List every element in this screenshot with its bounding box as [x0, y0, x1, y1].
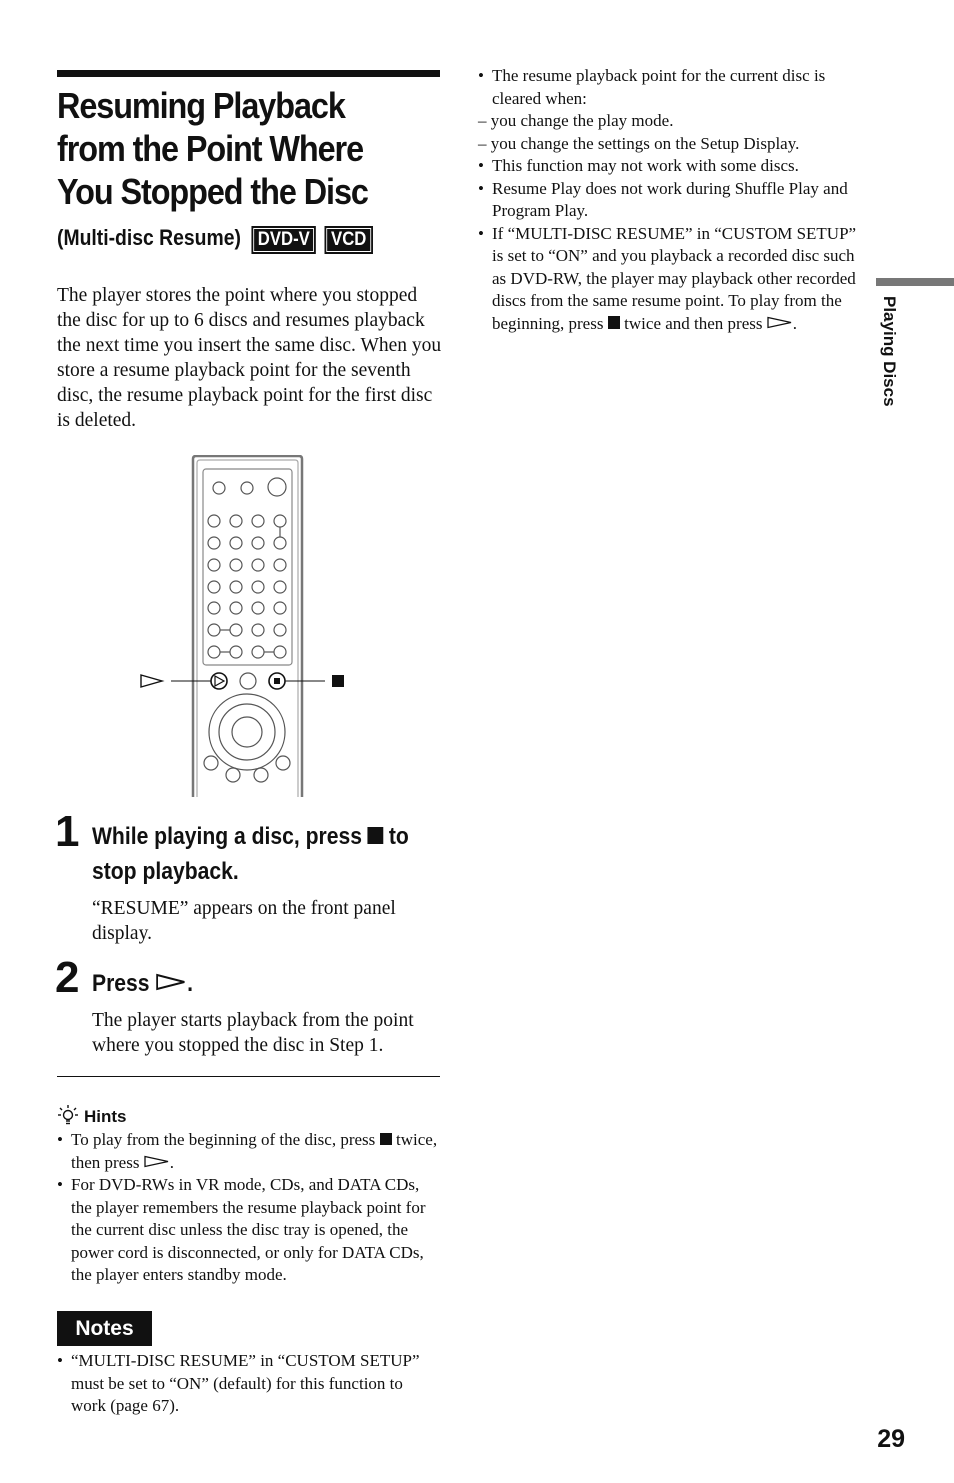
section-subtitle — [57, 224, 373, 254]
step-1-body: “RESUME” appears on the front panel display. — [92, 898, 396, 944]
play-icon — [155, 973, 187, 991]
dvd-v-badge: DVD-V — [252, 226, 316, 254]
step-2-number: 2 — [55, 953, 80, 1002]
vcd-badge: VCD — [325, 226, 373, 254]
section-label: Playing Discs — [880, 296, 899, 407]
play-icon — [767, 316, 793, 329]
page-title: Resuming Playback from the Point Where You Stopped the Disc — [57, 85, 368, 212]
step-1-heading-tail: to stop playback. — [92, 823, 409, 885]
list-item: • For DVD-RWs in VR mode, CDs, and DATA CDs, the player remembers the resume playback point for the current disc unless the disc tray is opened, the power cord is disconnected, or only for DATA CDs, the player enters standby mode. — [57, 1174, 442, 1287]
subtitle-text: (Multi-disc Resume) — [57, 225, 241, 250]
list-item: • The resume playback point for the current disc is cleared when: — [478, 65, 863, 110]
list-item: – you change the play mode. — [478, 111, 674, 130]
title-rule — [57, 70, 440, 77]
step-1-heading: While playing a disc, press to stop playback. — [92, 823, 409, 885]
stop-icon — [368, 827, 383, 844]
list-item: – you change the settings on the Setup Display. — [478, 133, 800, 153]
step-2-body: The player starts playback from the point where you stopped the disc in Step 1. — [92, 1010, 414, 1056]
list-item: • If “MULTI-DISC RESUME” in “CUSTOM SETUP” is set to “ON” and you playback a recorded disc such as DVD-RW, the player may playback other recorded discs from the same resume point. To play from the beginning, press twice and then press . — [478, 223, 863, 336]
remote-control-illustration — [135, 455, 350, 797]
step-1-number: 1 — [55, 807, 80, 856]
page-number: 29 — [877, 1425, 905, 1453]
notes-list-right — [478, 65, 863, 335]
hints-label: Hints — [84, 1107, 127, 1126]
list-item: • To play from the beginning of the disc, press twice, then press . — [57, 1129, 442, 1174]
stop-icon — [380, 1133, 392, 1145]
intro-paragraph: The player stores the point where you stopped the disc for up to 6 discs and resumes playback the next time you insert the same disc. When you store a resume playback point for the seventh disc, the resume playback point for the first disc is deleted. — [57, 285, 442, 431]
section-divider — [57, 1076, 440, 1077]
list-item: • “MULTI-DISC RESUME” in “CUSTOM SETUP” must be set to “ON” (default) for this function to work (page 67). — [57, 1350, 442, 1418]
play-icon — [144, 1155, 170, 1168]
notes-label: Notes — [57, 1311, 152, 1346]
list-item: • This function may not work with some discs. — [478, 155, 863, 178]
hint-lightbulb-icon — [57, 1104, 79, 1128]
notes-list-left — [57, 1350, 442, 1418]
section-tab-marker — [876, 278, 954, 286]
hints-list — [57, 1129, 442, 1287]
step-2-heading: Press . — [92, 970, 193, 997]
stop-icon — [608, 316, 620, 328]
list-item: • Resume Play does not work during Shuffle Play and Program Play. — [478, 178, 863, 223]
